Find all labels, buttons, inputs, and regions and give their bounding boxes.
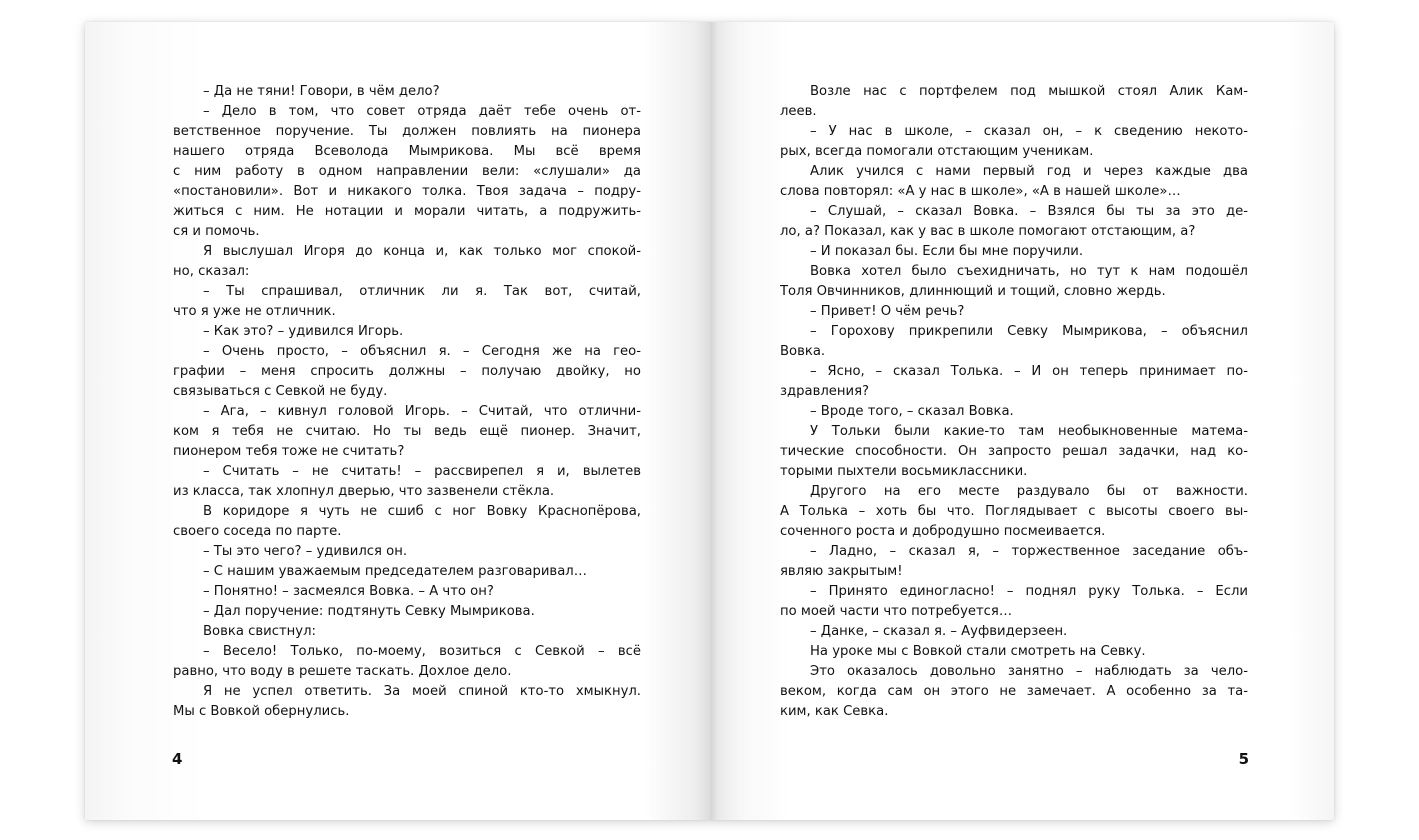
text-line: ся и помочь. xyxy=(173,224,260,239)
text-line: тические способности. Он запросто решал задачки, над ко- xyxy=(780,444,1248,459)
text-line: слова повторял: «А у нас в школе», «А в нашей школе»… xyxy=(780,184,1181,199)
text-line: В коридоре я чуть не сшиб с ног Вовку Краснопёрова, xyxy=(203,504,641,519)
text-line: рых, всегда помогали отстающим ученикам. xyxy=(780,144,1094,159)
text-line: Возле нас с портфелем под мышкой стоял Алик Кам- xyxy=(810,84,1248,99)
text-line: из класса, так хлопнул дверью, что зазвенели стёкла. xyxy=(173,484,555,499)
text-line: – Считать – не считать! – рассвирепел я и, вылетев xyxy=(203,464,641,479)
text-line: – Дело в том, что совет отряда даёт тебе очень от- xyxy=(203,104,641,119)
text-line: по моей части что потребуется… xyxy=(780,604,1013,619)
text-line: являю закрытым! xyxy=(780,564,903,579)
text-line: Это оказалось довольно занятно – наблюдать за чело- xyxy=(810,664,1248,679)
text-line: ком я тебя не считаю. Но ты ведь ещё пионер. Значит, xyxy=(173,424,641,439)
text-line: нашего отряда Всеволода Мымрикова. Мы всё время xyxy=(173,144,641,159)
text-line: веком, когда сам он этого не замечает. А особенно за та- xyxy=(780,684,1248,699)
text-line: – Принято единогласно! – поднял руку Толька. – Если xyxy=(810,584,1248,599)
text-line: – Слушай, – сказал Вовка. – Взялся бы ты за это де- xyxy=(810,204,1248,219)
right-page-number: 5 xyxy=(1238,750,1249,768)
text-line: ветственное поручение. Ты должен повлиять на пионера xyxy=(173,124,641,139)
left-page-number: 4 xyxy=(172,750,183,768)
text-line: Мы с Вовкой обернулись. xyxy=(173,704,350,719)
text-line: Я выслушал Игоря до конца и, как только мог спокой- xyxy=(203,244,641,259)
text-line: равно, что воду в решете таскать. Дохлое дело. xyxy=(173,664,512,679)
text-line: здравления? xyxy=(780,384,870,399)
text-line: – Ты это чего? – удивился он. xyxy=(203,544,408,559)
text-line: но, сказал: xyxy=(173,264,250,279)
left-page xyxy=(85,22,710,820)
text-line: Вовка хотел было съехидничать, но тут к нам подошёл xyxy=(810,264,1248,279)
text-line: – Вроде того, – сказал Вовка. xyxy=(810,404,1014,419)
text-line: – Данке, – сказал я. – Ауфвидерзеен. xyxy=(810,624,1068,639)
text-line: – Привет! О чём речь? xyxy=(810,304,965,319)
text-line: – С нашим уважаемым председателем разговаривал… xyxy=(203,564,587,579)
text-line: своего соседа по парте. xyxy=(173,524,342,539)
text-line: Вовка свистнул: xyxy=(203,624,316,639)
right-page xyxy=(710,22,1334,820)
text-line: – И показал бы. Если бы мне поручили. xyxy=(810,244,1084,259)
book-spread xyxy=(85,22,1334,820)
text-line: А Толька – хоть бы что. Поглядывает с высоты своего вы- xyxy=(780,504,1248,519)
right-page-text xyxy=(780,82,1248,722)
text-line: Толя Овчинников, длиннющий и тощий, словно жердь. xyxy=(780,284,1166,299)
text-line: торыми пыхтели восьмиклассники. xyxy=(780,464,1028,479)
text-line: – Ясно, – сказал Толька. – И он теперь принимает по- xyxy=(810,364,1248,379)
left-page-text xyxy=(173,82,641,722)
text-line: – У нас в школе, – сказал он, – к сведению некото- xyxy=(810,124,1248,139)
text-line: – Очень просто, – объяснил я. – Сегодня же на гео- xyxy=(203,344,641,359)
text-line: житься с ним. Не нотации и морали читать, а подружить- xyxy=(173,204,641,219)
text-line: «постановили». Вот и никакого толка. Твоя задача – подру- xyxy=(173,184,641,199)
text-line: – Ладно, – сказал я, – торжественное заседание объ- xyxy=(810,544,1248,559)
text-line: – Как это? – удивился Игорь. xyxy=(203,324,404,339)
text-line: – Ты спрашивал, отличник ли я. Так вот, считай, xyxy=(203,284,641,299)
text-line: – Весело! Только, по-моему, возиться с Севкой – всё xyxy=(203,644,641,659)
text-line: – Горохову прикрепили Севку Мымрикова, – объяснил xyxy=(810,324,1248,339)
text-line: графии – меня спросить должны – получаю двойку, но xyxy=(173,364,641,379)
text-line: леев. xyxy=(780,104,817,119)
text-line: с ним работу в одном направлении вели: «слушали» да xyxy=(173,164,641,179)
text-line: соченного роста и добродушно посмеивается. xyxy=(780,524,1106,539)
text-line: – Понятно! – засмеялся Вовка. – А что он? xyxy=(203,584,494,599)
text-line: связываться с Севкой не буду. xyxy=(173,384,388,399)
text-line: – Да не тяни! Говори, в чём дело? xyxy=(203,84,440,99)
text-line: У Тольки были какие-то там необыкновенные матема- xyxy=(810,424,1248,439)
text-line: Алик учился с нами первый год и через каждые два xyxy=(810,164,1248,179)
text-line: На уроке мы с Вовкой стали смотреть на Севку. xyxy=(810,644,1146,659)
text-line: Я не успел ответить. За моей спиной кто-то хмыкнул. xyxy=(203,684,641,699)
text-line: пионером тебя тоже не считать? xyxy=(173,444,405,459)
text-line: Другого на его месте раздувало бы от важности. xyxy=(810,484,1248,499)
text-line: – Ага, – кивнул головой Игорь. – Считай, что отлични- xyxy=(203,404,641,419)
text-line: ким, как Севка. xyxy=(780,704,889,719)
text-line: ло, а? Показал, как у вас в школе помогают отстающим, а? xyxy=(780,224,1196,239)
text-line: что я уже не отличник. xyxy=(173,304,336,319)
text-line: – Дал поручение: подтянуть Севку Мымрикова. xyxy=(203,604,535,619)
text-line: Вовка. xyxy=(780,344,826,359)
